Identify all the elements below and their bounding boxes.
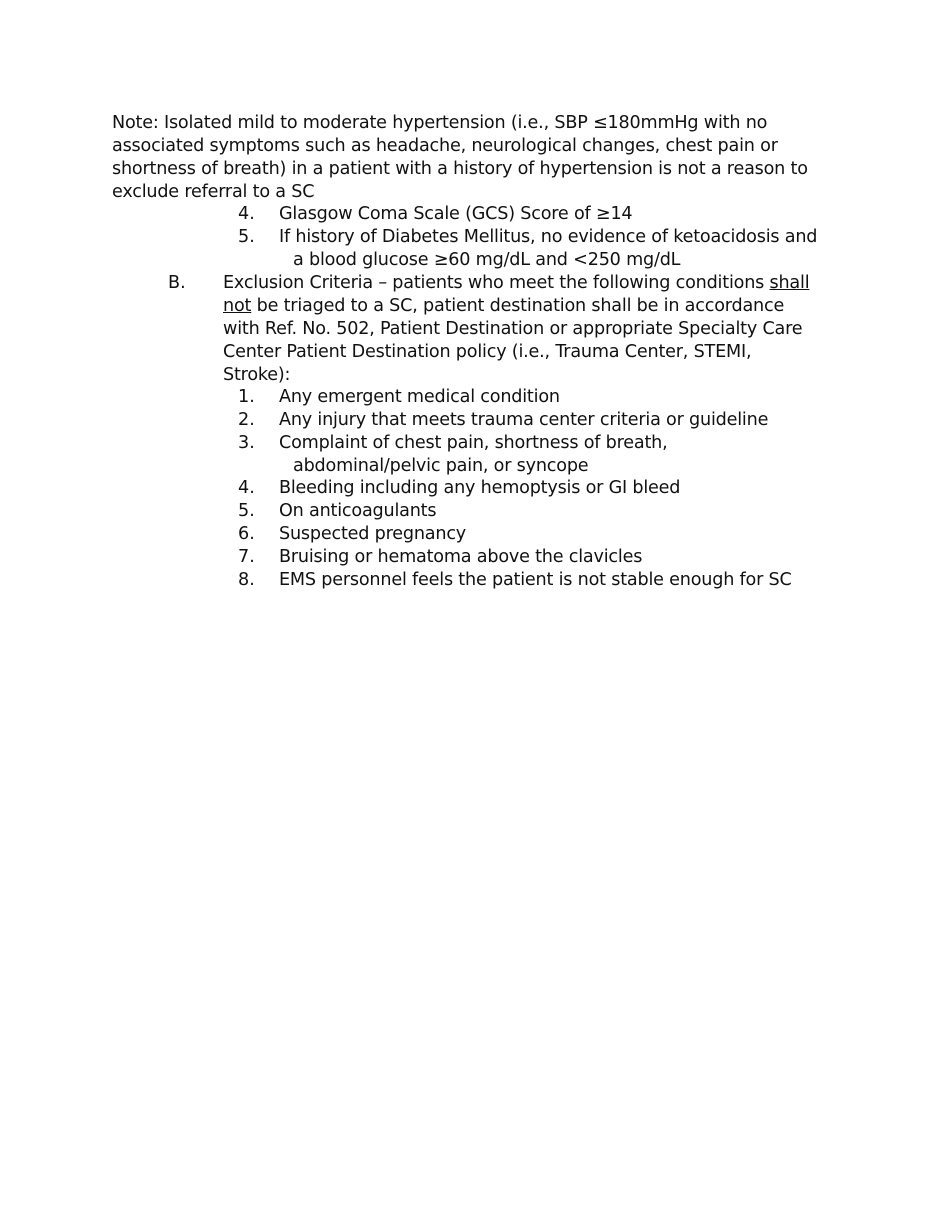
exclusion-line: Stroke): [223, 365, 291, 385]
section-letter: B. [168, 273, 186, 293]
exclusion-line: with Ref. No. 502, Patient Destination or appropriate Specialty Care [223, 319, 803, 339]
list-number: 7. [238, 547, 255, 567]
exclusion-line-text: be triaged to a SC, patient destination shall be in accordance [251, 296, 785, 316]
hypertension-note [112, 112, 842, 204]
list-item-text: Complaint of chest pain, shortness of breath, [279, 433, 668, 453]
list-number: 8. [238, 570, 255, 590]
list-number: 5. [238, 501, 255, 521]
list-number: 3. [238, 433, 255, 453]
exclusion-line: Center Patient Destination policy (i.e., Trauma Center, STEMI, [223, 342, 752, 362]
list-item-continuation: a blood glucose ≥60 mg/dL and <250 mg/dL [293, 250, 681, 270]
list-number: 4. [238, 204, 255, 224]
note-line: associated symptoms such as headache, neurological changes, chest pain or [112, 136, 778, 156]
list-number: 4. [238, 478, 255, 498]
list-item-text: Bruising or hematoma above the clavicles [279, 547, 643, 567]
list-item-text: Suspected pregnancy [279, 524, 467, 544]
list-number: 6. [238, 524, 255, 544]
list-item-text: On anticoagulants [279, 501, 437, 521]
note-line: shortness of breath) in a patient with a history of hypertension is not a reason to [112, 159, 808, 179]
note-line: Note: Isolated mild to moderate hypertension (i.e., SBP ≤180mmHg with no [112, 113, 768, 133]
list-item-text: Any injury that meets trauma center criteria or guideline [279, 410, 769, 430]
exclusion-line [223, 295, 833, 318]
note-line: exclude referral to a SC [112, 182, 315, 202]
underlined-not: not [223, 296, 252, 316]
list-item-continuation: abdominal/pelvic pain, or syncope [293, 456, 589, 476]
underlined-shall: shall [769, 273, 810, 293]
list-item-text: Bleeding including any hemoptysis or GI bleed [279, 478, 681, 498]
exclusion-criteria-paragraph [223, 272, 833, 387]
list-item-text: EMS personnel feels the patient is not stable enough for SC [279, 570, 792, 590]
list-item-text: Glasgow Coma Scale (GCS) Score of ≥14 [279, 204, 633, 224]
list-item-text: Any emergent medical condition [279, 387, 560, 407]
list-item-text: If history of Diabetes Mellitus, no evidence of ketoacidosis and [279, 227, 818, 247]
list-number: 2. [238, 410, 255, 430]
exclusion-line [223, 272, 833, 295]
exclusion-line-text: Exclusion Criteria – patients who meet the following conditions [223, 273, 770, 293]
list-number: 1. [238, 387, 255, 407]
list-number: 5. [238, 227, 255, 247]
